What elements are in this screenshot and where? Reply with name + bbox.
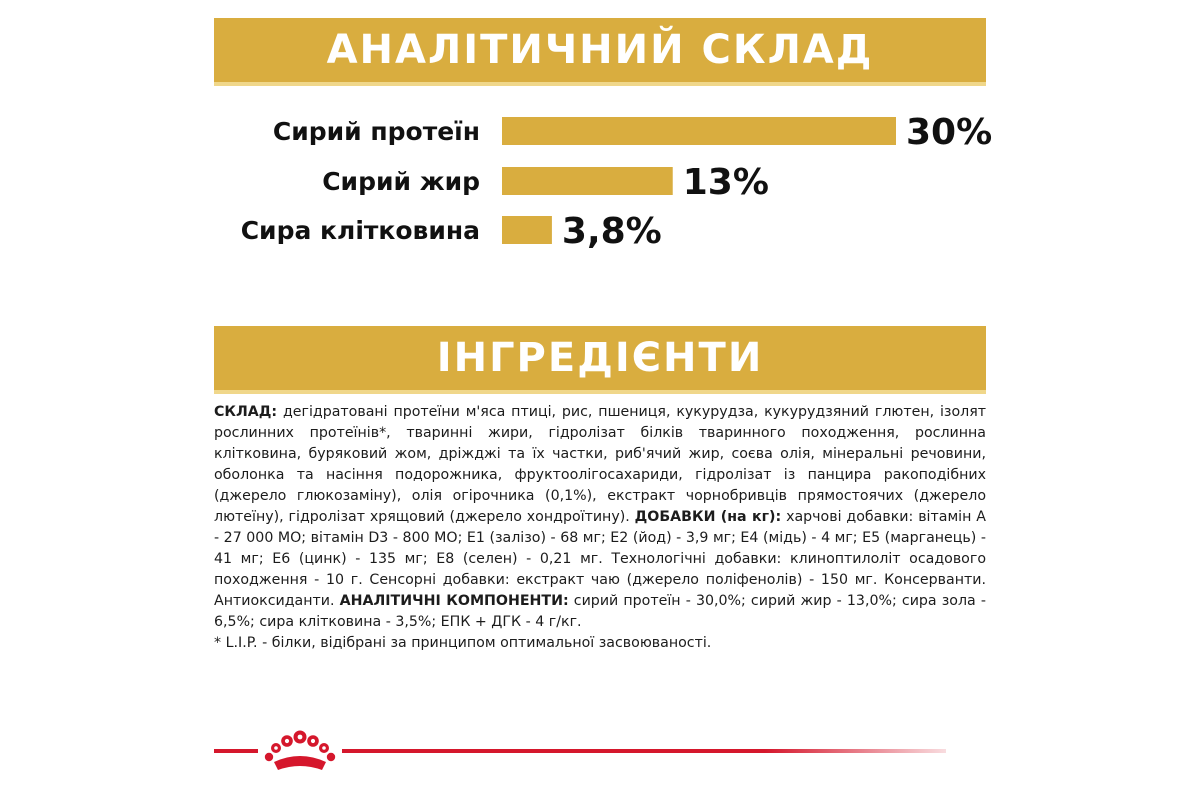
value-label: 30% (906, 112, 993, 153)
ingredients-header (214, 326, 986, 394)
bar (502, 216, 552, 244)
nutrient-bar-chart (0, 100, 1200, 270)
footnote-text: * L.I.P. - білки, відібрані за принципом оптимальної засвоюваності. (214, 635, 712, 651)
bar (502, 167, 673, 195)
additives-label: ДОБАВКИ (на кг): (634, 509, 782, 525)
value-label: 3,8% (561, 211, 662, 252)
additives-text: харчові добавки: вітамін А - 27 000 МО; вітамін D3 - 800 МО; Е1 (залізо) - 68 мг; Е2 (йод) - 3,9 мг; Е4 (мідь) - 4 мг; Е5 (марганець) - 41 мг; Е6 (цинк) - 135 мг; Е8 (селен) - 0,21 мг. Технологічні добавки: клиноптилоліт осадового походження - 10 г. Сенсорні добавки: екстракт чаю (джерело поліфенолів) - 150 мг. Консерванти. Антиоксиданти. (214, 509, 986, 609)
bar (502, 117, 896, 145)
analytic-components-text: сирий протеїн - 30,0%; сирий жир - 13,0%; сира зола - 6,5%; сира клітковина - 3,5%; ЕПК + ДГК - 4 г/кг. (214, 593, 986, 630)
analytic-composition-header (214, 18, 986, 86)
ingredients-title: ІНГРЕДІЄНТИ (436, 335, 764, 381)
composition-text: дегідратовані протеїни м'яса птиці, рис, пшениця, кукурудза, кукурудзяний глютен, ізолят рослинних протеїнів*, тваринні жири, гідролізат білків тваринного походження, рослинна клітковина, буряковий жом, дріжджі та їх частки, риб'ячий жир, соєва олія, мінеральні речовини, оболонка та насіння подорожника, фруктоолігосахариди, гідролізат із панцира ракоподібних (джерело глюкозаміну), олія огірочника (0,1%), екстракт чорнобривців прямостоячих (джерело лютеїну), гідролізат хрящовий (джерело хондроїтину). (214, 404, 986, 525)
analytic-composition-title: АНАЛІТИЧНИЙ СКЛАД (326, 27, 874, 73)
category-label: Сирий протеїн (272, 117, 480, 146)
ingredients-paragraph (214, 402, 986, 654)
royal-canin-crown-icon (260, 726, 340, 776)
category-label: Сирий жир (322, 167, 480, 196)
value-label: 13% (682, 162, 769, 203)
composition-label: СКЛАД: (214, 404, 278, 420)
category-label: Сира клітковина (240, 216, 480, 245)
footer-divider-right (342, 749, 946, 753)
analytic-components-label: АНАЛІТИЧНІ КОМПОНЕНТИ: (339, 593, 569, 609)
footer-divider-left (214, 749, 258, 753)
